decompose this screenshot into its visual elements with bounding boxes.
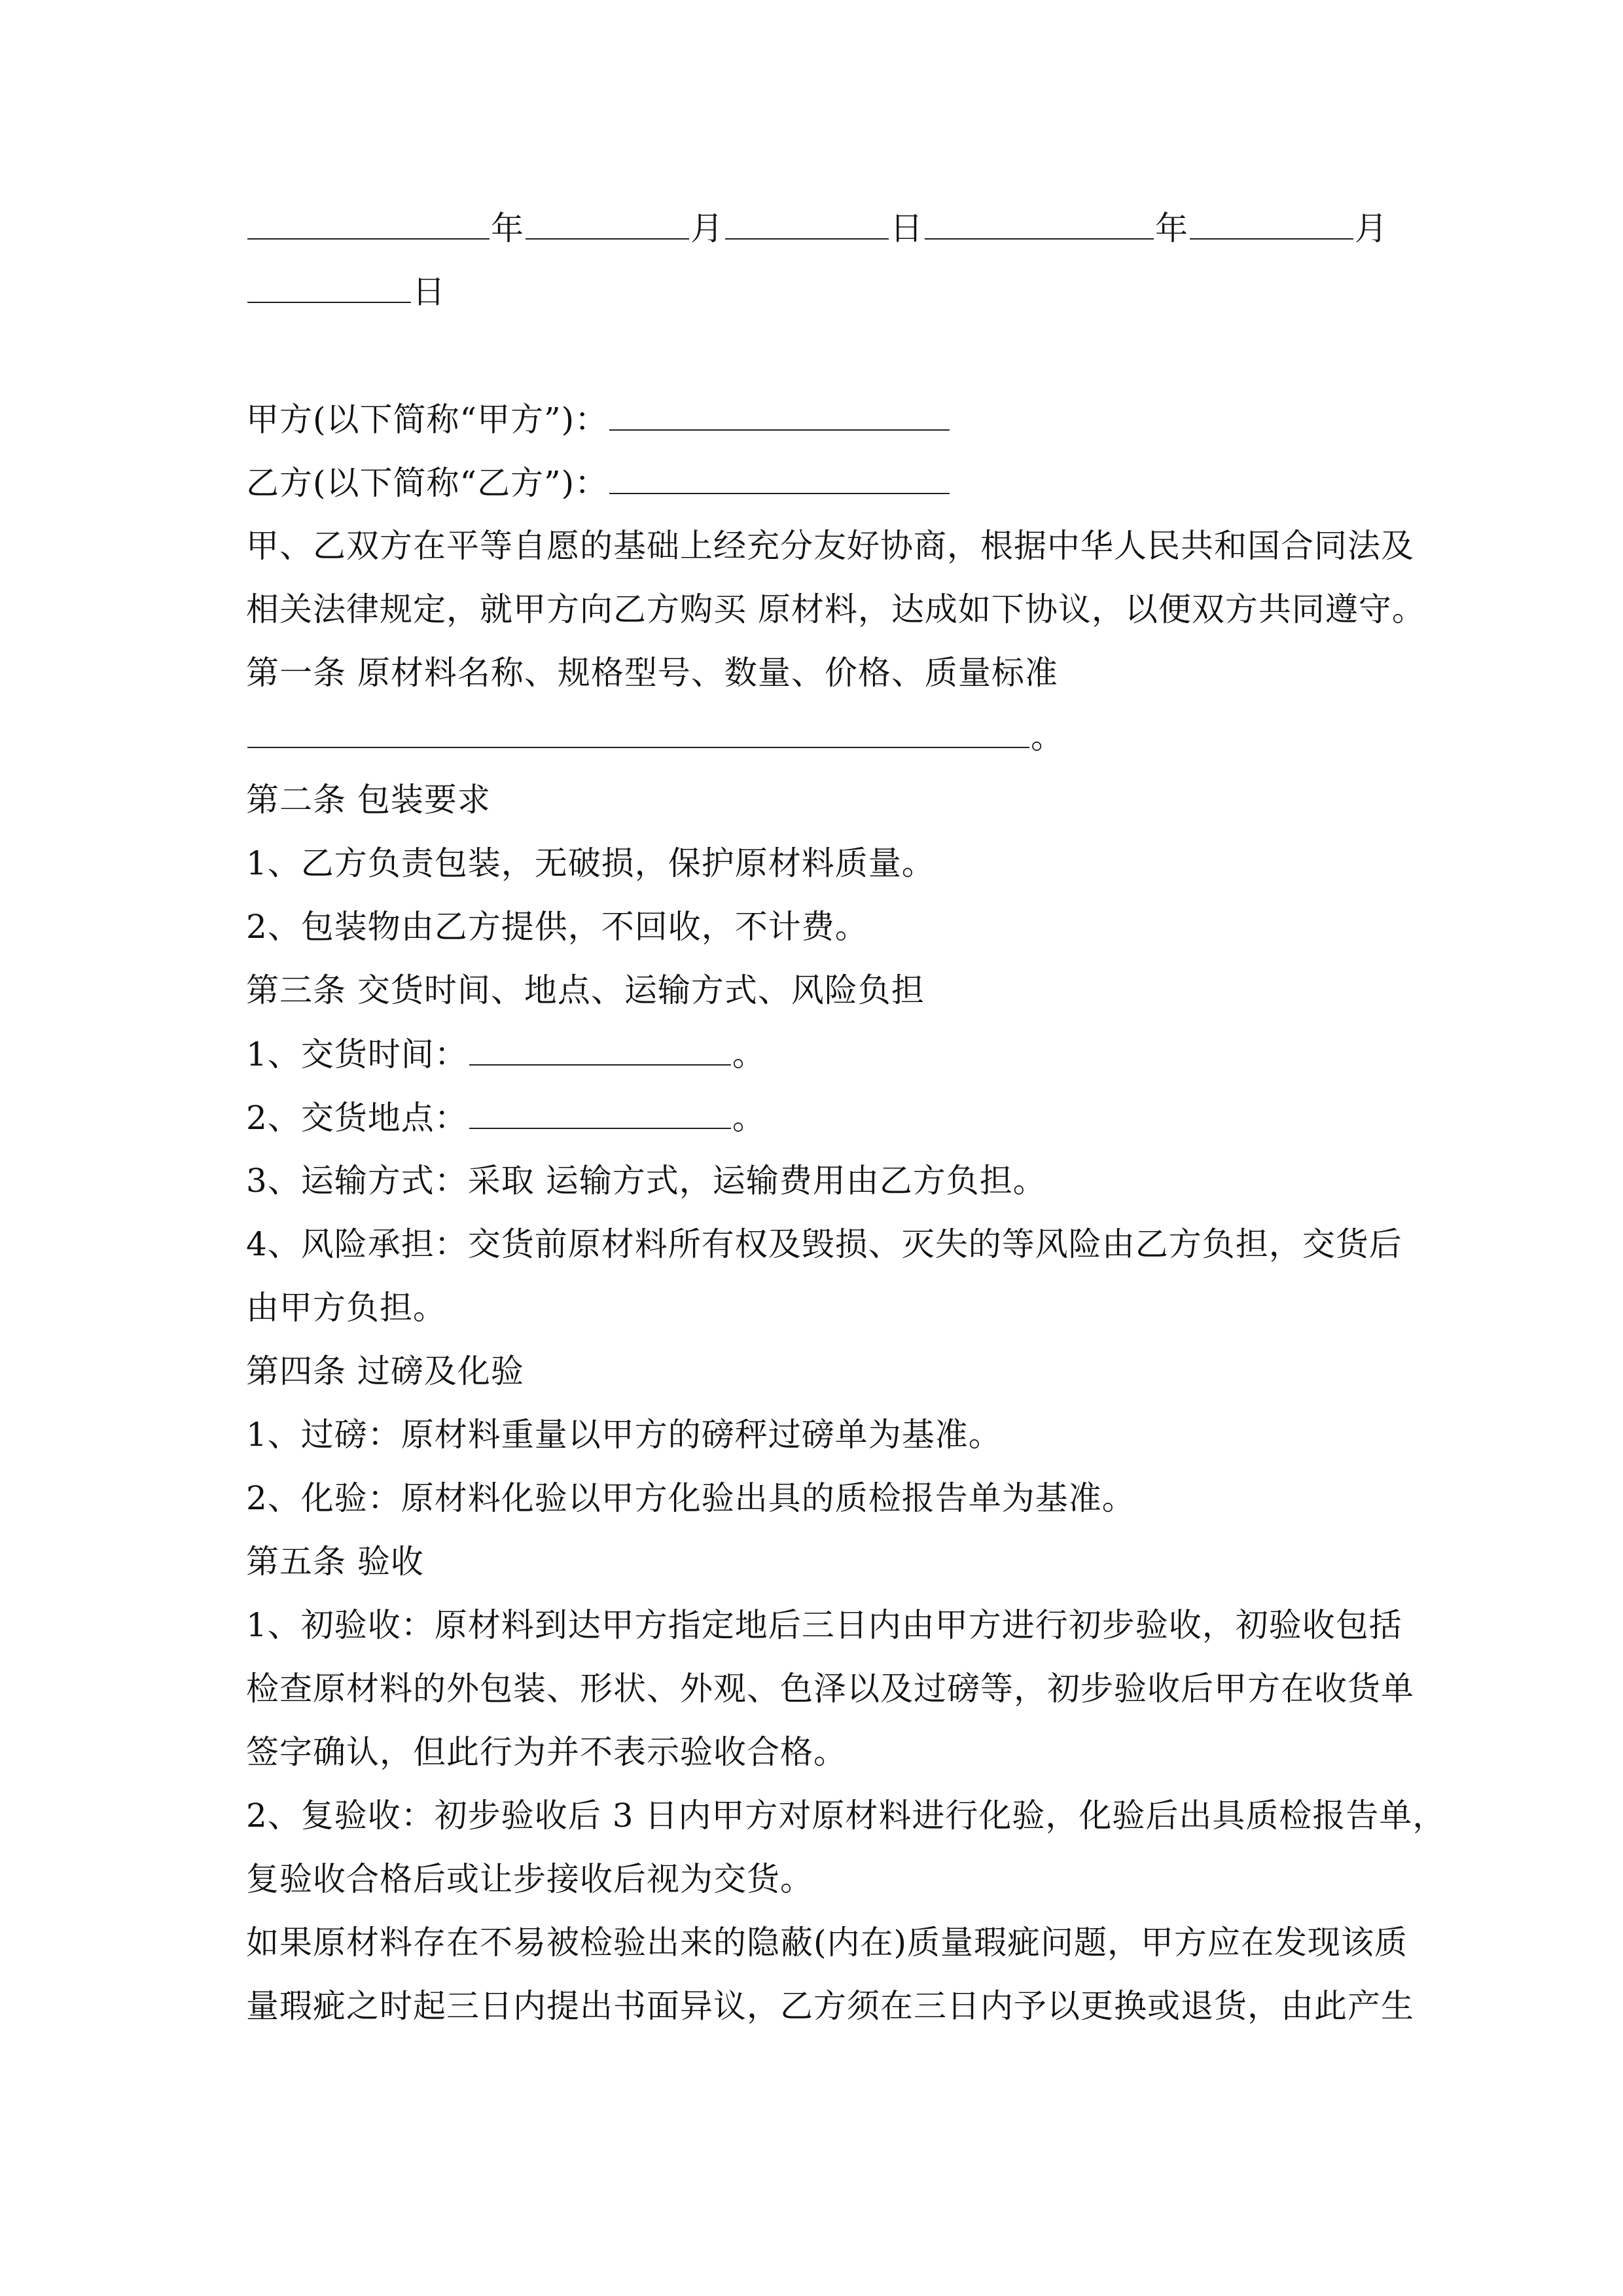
delivery-place-label: 2、交货地点： xyxy=(246,1099,468,1137)
delivery-time-end: 。 xyxy=(732,1035,766,1073)
party-a-line xyxy=(246,399,951,439)
article-2-heading: 第二条 包装要求 xyxy=(246,781,491,819)
date-line-2 xyxy=(246,272,446,312)
delivery-time-label: 1、交货时间： xyxy=(246,1035,468,1073)
day-label-1: 日 xyxy=(890,209,923,247)
article-3-item-4-line-1: 4、风险承担：交货前原材料所有权及毁损、灭失的等风险由乙方负担，交货后 xyxy=(246,1225,1402,1263)
day-label-2: 日 xyxy=(412,273,446,311)
party-b-label: 乙方(以下简称“乙方”)： xyxy=(246,464,609,502)
article-1-blank xyxy=(247,717,1029,748)
day-blank-1 xyxy=(725,208,889,240)
article-5-heading: 第五条 验收 xyxy=(246,1543,424,1581)
year-label-2: 年 xyxy=(1155,209,1188,247)
article-1-blank-line xyxy=(246,717,1064,757)
month-blank-1 xyxy=(526,208,689,240)
article-5-item-1-line-3: 签字确认，但此行为并不表示验收合格。 xyxy=(246,1733,847,1771)
party-b-blank xyxy=(609,463,950,494)
article-1-end-mark: 。 xyxy=(1031,718,1064,756)
article-2-item-1: 1、乙方负责包装，无破损，保护原材料质量。 xyxy=(246,844,935,882)
day-blank-2 xyxy=(247,272,411,303)
party-b-line xyxy=(246,463,951,503)
year-blank-2 xyxy=(925,208,1154,240)
year-label-1: 年 xyxy=(491,209,524,247)
article-3-item-4-line-2: 由甲方负担。 xyxy=(246,1289,446,1327)
article-5-paragraph-line-2: 量瑕疵之时起三日内提出书面异议，乙方须在三日内予以更换或退货，由此产生 xyxy=(246,1987,1414,2025)
article-5-item-1-line-2: 检查原材料的外包装、形状、外观、色泽以及过磅等，初步验收后甲方在收货单 xyxy=(246,1670,1414,1708)
delivery-place-end: 。 xyxy=(732,1099,766,1137)
article-4-heading: 第四条 过磅及化验 xyxy=(246,1352,524,1390)
date-line-1 xyxy=(246,208,1388,248)
article-5-paragraph-line-1: 如果原材料存在不易被检验出来的隐蔽(内在)质量瑕疵问题，甲方应在发现该质 xyxy=(246,1924,1408,1962)
article-5-item-2-line-1: 2、复验收：初步验收后 3 日内甲方对原材料进行化验，化验后出具质检报告单， xyxy=(246,1797,1446,1835)
article-4-item-1: 1、过磅：原材料重量以甲方的磅秤过磅单为基准。 xyxy=(246,1416,1002,1454)
article-4-item-2: 2、化验：原材料化验以甲方化验出具的质检报告单为基准。 xyxy=(246,1479,1135,1517)
article-2-item-2: 2、包装物由乙方提供，不回收，不计费。 xyxy=(246,908,868,946)
party-a-blank xyxy=(609,399,950,431)
delivery-time-blank xyxy=(469,1034,731,1066)
article-3-item-3: 3、运输方式：采取 运输方式，运输费用由乙方负担。 xyxy=(246,1162,1046,1200)
delivery-place-blank xyxy=(469,1098,731,1129)
article-3-item-2 xyxy=(246,1098,766,1138)
article-5-item-1-line-1: 1、初验收：原材料到达甲方指定地后三日内由甲方进行初步验收，初验收包括 xyxy=(246,1606,1402,1644)
intro-line-2: 相关法律规定，就甲方向乙方购买 原材料，达成如下协议，以便双方共同遵守。 xyxy=(246,590,1425,628)
article-3-item-1 xyxy=(246,1034,766,1074)
party-a-label: 甲方(以下简称“甲方”)： xyxy=(246,401,609,439)
month-label-2: 月 xyxy=(1355,209,1388,247)
month-blank-2 xyxy=(1190,208,1353,240)
month-label-1: 月 xyxy=(690,209,724,247)
article-1-heading: 第一条 原材料名称、规格型号、数量、价格、质量标准 xyxy=(246,654,1058,692)
article-5-item-2-line-2: 复验收合格后或让步接收后视为交货。 xyxy=(246,1860,813,1898)
article-3-heading: 第三条 交货时间、地点、运输方式、风险负担 xyxy=(246,971,925,1009)
intro-line-1: 甲、乙双方在平等自愿的基础上经充分友好协商，根据中华人民共和国合同法及 xyxy=(246,527,1414,565)
year-blank-1 xyxy=(247,208,490,240)
